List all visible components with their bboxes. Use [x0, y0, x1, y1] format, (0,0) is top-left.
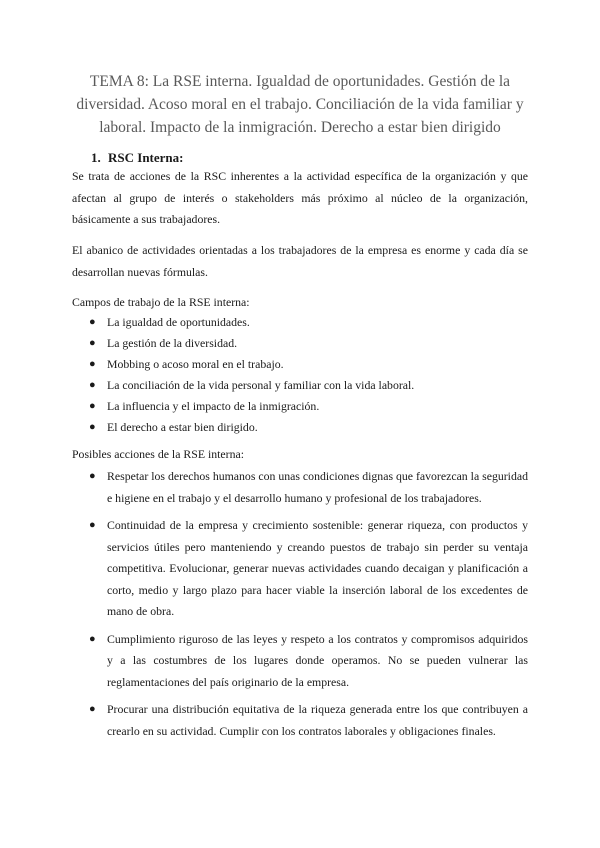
list-item: ● La influencia y el impacto de la inmigración.: [72, 396, 528, 417]
list-item: ● Mobbing o acoso moral en el trabajo.: [72, 354, 528, 375]
paragraph-activities: El abanico de actividades orientadas a los trabajadores de la empresa es enorme y cada día se desarrollan nuevas fórmulas.: [72, 243, 528, 279]
list-item: ● Respetar los derechos humanos con unas condiciones dignas que favorezcan la seguridad e higiene en el trabajo y el desarrollo humano y profesional de los trabajadores.: [72, 466, 528, 509]
bullet-icon: ●: [89, 358, 96, 370]
campos-list: [72, 312, 528, 438]
paragraph-campos-label: Campos de trabajo de la RSE interna:: [72, 295, 250, 309]
bullet-icon: ●: [89, 379, 96, 391]
list-item: ● Continuidad de la empresa y crecimiento sostenible: generar riqueza, con productos y servicios útiles pero manteniendo y creando puestos de trabajo sin perder su ventaja competitiva. Evolucionar, generar nuevas actividades cuando decaigan y planificación a corto, medio y largo plazo para hacer viable la inserción laboral de los excedentes de mano de obra.: [72, 515, 528, 623]
list-item: ● El derecho a estar bien dirigido.: [72, 417, 528, 438]
bullet-icon: ●: [89, 632, 96, 645]
list-item: ● La conciliación de la vida personal y familiar con la vida laboral.: [72, 375, 528, 396]
list-item: ● La gestión de la diversidad.: [72, 333, 528, 354]
paragraph-acciones-label: Posibles acciones de la RSE interna:: [72, 447, 244, 461]
section-number: 1.: [91, 150, 101, 165]
bullet-icon: ●: [89, 703, 96, 715]
section-heading: [91, 150, 183, 166]
paragraph-intro: Se trata de acciones de la RSC inherentes a la actividad específica de la organización y que afectan al grupo de interés o stakeholders más próximo al núcleo de la organización, básicamente a sus trabajadores.: [72, 169, 528, 226]
list-item: ● La igualdad de oportunidades.: [72, 312, 528, 333]
bullet-icon: ●: [89, 421, 96, 433]
document-title: TEMA 8: La RSE interna. Igualdad de oportunidades. Gestión de la diversidad. Acoso moral en el trabajo. Conciliación de la vida familiar y laboral. Impacto de la inmigración. Derecho a estar bien dirigido: [76, 73, 524, 136]
bullet-icon: ●: [89, 316, 96, 328]
bullet-icon: ●: [89, 519, 96, 531]
acciones-list: [72, 466, 528, 748]
section-heading-text: RSC Interna:: [108, 150, 184, 165]
bullet-icon: ●: [89, 470, 96, 482]
bullet-icon: ●: [89, 337, 96, 349]
bullet-icon: ●: [89, 400, 96, 412]
list-item: ● Cumplimiento riguroso de las leyes y respeto a los contratos y compromisos adquiridos y a las costumbres de los lugares donde operamos. No se pueden vulnerar las reglamentaciones del país originario de la empresa.: [72, 629, 528, 694]
list-item: ● Procurar una distribución equitativa de la riqueza generada entre los que contribuyen a crearlo en su actividad. Cumplir con los contratos laborales y obligaciones finales.: [72, 699, 528, 742]
